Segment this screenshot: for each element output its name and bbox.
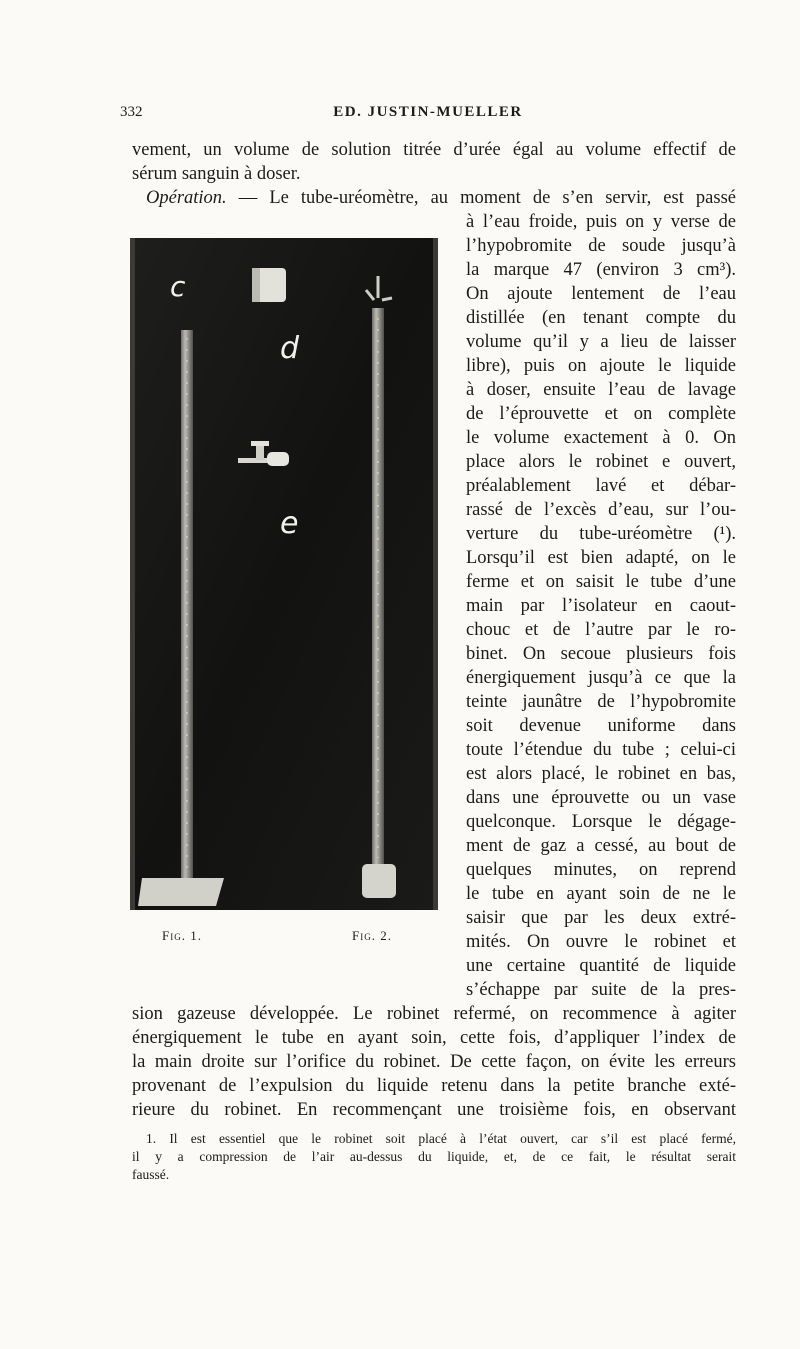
column-line: saisir que par les deux extré-: [466, 908, 736, 928]
column-line: quelques minutes, on reprend: [466, 860, 736, 880]
column-line: la marque 47 (environ 3 cm³).: [466, 260, 736, 280]
tube-base: [138, 878, 224, 906]
column-line: volume qu’il y a lieu de laisser: [466, 332, 736, 352]
column-line: distillée (en tenant compte du: [466, 308, 736, 328]
figure-photo: [130, 238, 438, 910]
operation-label: Opération.: [146, 188, 227, 208]
body-line: sérum sanguin à doser.: [132, 164, 301, 184]
column-line: de l’éprouvette et on complète: [466, 404, 736, 424]
column-line: chouc et de l’autre par le ro-: [466, 620, 736, 640]
caption-fig-1: Fig. 1.: [162, 928, 202, 943]
running-title: ED. JUSTIN-MUELLER: [333, 104, 523, 120]
body-line: rieure du robinet. En recommençant une troisième fois, en observant: [132, 1100, 736, 1120]
column-line: énergiquement jusqu’à ce que la: [466, 668, 736, 688]
rubber-insulator-d: [252, 268, 286, 302]
column-line: main par l’isolateur en caout-: [466, 596, 736, 616]
column-line: toute l’étendue du tube ; celui-ci: [466, 740, 736, 760]
column-line: Lorsqu’il est bien adapté, on le: [466, 548, 736, 568]
body-line: vement, un volume de solution titrée d’urée égal au volume effectif de: [132, 140, 736, 160]
page-number: 332: [120, 104, 143, 120]
column-line: une certaine quantité de liquide: [466, 956, 736, 976]
footnote-line: faussé.: [132, 1167, 170, 1182]
column-line: dans une éprouvette ou un vase: [466, 788, 736, 808]
column-line: mités. On ouvre le robinet et: [466, 932, 736, 952]
label-e: e: [280, 506, 299, 541]
column-line: rassé de l’excès d’eau, sur l’ou-: [466, 500, 736, 520]
footnote-line: il y a compression de l’air au-dessus du liquide, et, de ce fait, le résultat serait: [132, 1149, 736, 1164]
body-line: provenant de l’expulsion du liquide retenu dans la petite branche exté-: [132, 1076, 736, 1096]
label-d: d: [280, 331, 300, 366]
column-line: ferme et on saisit le tube d’une: [466, 572, 736, 592]
insulator-cylinder: [362, 864, 396, 898]
column-line: place alors le robinet e ouvert,: [466, 452, 736, 472]
body-line: sion gazeuse développée. Le robinet refermé, on recommence à agiter: [132, 1004, 736, 1024]
column-line: l’hypobromite de soude jusqu’à: [466, 236, 736, 256]
operation-text: — Le tube-uréomètre, au moment de s’en servir, est passé: [226, 188, 736, 208]
body-line: énergiquement le tube en ayant soin, cette fois, d’appliquer l’index de: [132, 1028, 736, 1048]
column-line: à l’eau froide, puis on y verse de: [466, 212, 736, 232]
column-line: le volume exactement à 0. On: [466, 428, 736, 448]
column-line: le tube en ayant soin de ne le: [466, 884, 736, 904]
label-c: c: [170, 270, 186, 303]
column-line: est alors placé, le robinet en bas,: [466, 764, 736, 784]
column-line: quelconque. Lorsque le dégage-: [466, 812, 736, 832]
column-line: binet. On secoue plusieurs fois: [466, 644, 736, 664]
column-line: à doser, ensuite l’eau de lavage: [466, 380, 736, 400]
column-line: verture du tube-uréomètre (¹).: [466, 524, 736, 544]
body-line: la main droite sur l’orifice du robinet. De cette façon, on évite les erreurs: [132, 1052, 736, 1072]
column-line: soit devenue uniforme dans: [466, 716, 736, 736]
column-line: préalablement lavé et débar-: [466, 476, 736, 496]
caption-fig-2: Fig. 2.: [352, 928, 392, 943]
operation-paragraph-start: [146, 186, 736, 210]
page-header: [120, 104, 736, 126]
column-line: libre), puis on ajoute le liquide: [466, 356, 736, 376]
column-line: On ajoute lentement de l’eau: [466, 284, 736, 304]
column-line: s’échappe par suite de la pres-: [466, 980, 736, 1000]
column-line: teinte jaunâtre de l’hypobromite: [466, 692, 736, 712]
footnote-line: 1. Il est essentiel que le robinet soit placé à l’état ouvert, car s’il est placé fermé,: [146, 1131, 736, 1146]
column-line: ment de gaz a cessé, au bout de: [466, 836, 736, 856]
